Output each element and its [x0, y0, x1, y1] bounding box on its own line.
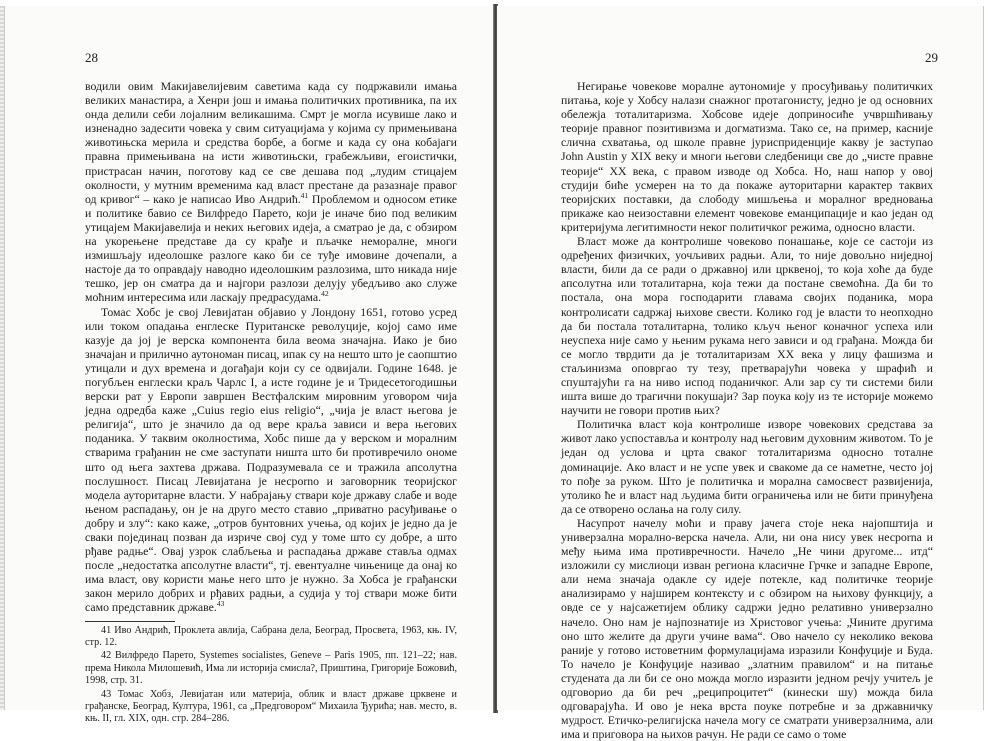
paragraph: Власт може да контролише човеково понашање, које се састоји из одређених физичких, уочљивих радњи. Али, то није довољно ниједној власти, били да се ради о државној или црквеној, то која хоће да буде апсолутна или тоталитарна, која тежи да постане свемоћна. Да би то постала, она мора господарити главама својих поданика, мора контролисати садржај њихове свести. Колико год је власти то неопходно да би постала тоталитарна, толико кључ њеног коначног успеха или неуспеха није само у њеним рукама него зависи и од грађана. Можда би се могло тврдити да је тоталитаризам XX века у лицу фашизма и стаљинизма оповргао ту тезу, претварајући човека у шрафић и спуштајући га на ниво испод поданичког. Али зар су ти системи били ишта више до трагични покушаји? Зар поука коју из те историје можемо научити не говори против њих?	[561, 234, 933, 418]
paragraph: Томас Хобс је свој Левијатан објавио у Лондону 1651, готово усред или током опадања енглеске Пуританске револуције, којој само име казује да јој је верска компонента била веома значајна. Иако је био значајан и прилично аутономан писац, ипак су на нешто што је саопштио утицали и дух времена и догађаји који су се одвијали. Године 1648. је погубљен енглески краљ Чарлс I, а исте године је и Тридесетогодишњи верски рат у Европи завршен Вестфалским мировним уговором чија једна одредба каже „Cuius regio eius religio“, „чија је власт његова је религија“, што је значило да од вере краља зависи и вера његових поданика. У таквим околностима, Хобс пише да у верском и моралним стварима грађанин не сме заступати ништа што би противречило ономе што од њега захтева држава. Подразумевала се и тражила апсолутна послушност. Писац Левијатана је несporno и заговорник теоријског модела ауторитарне власти. У набрајању ствари које државу слабе и воде њеном распадању, он је на друго место ставио „приватно расуђивање о добру и злу“: како каже, „отров бунтовних учења, од којих је једно да је сваки појединац позван да изриче свој суд у томе што су добре, а што рђаве радње“. Овај узрок слабљења и распадања државе стављa одмах после „недостатка апсолутне власти“, тј. евентуалне чињенице да онај ко има власт, ову користи мање него што је нужно. За Хобса је грађански закон мерило добрих и рђавих радњи, а судија у тој ствари може бити само представник државе.$^{43}$	[85, 304, 457, 615]
footnote-rule	[85, 621, 175, 622]
page-number: 29	[925, 50, 938, 65]
paragraph: Негирање човекове моралне аутономије у просуђивању политичких питања, које у Хобсу налази снажног протагонисту, једно је од основних обележја тоталитаризма. Хобсове идеје доприносиће учвршћивању теорије правног позитивизма и догматизма. Тако се, на пример, касније слична схватања, од школе правне јурисприденције какву је заступао John Austin у XIX веку и многи његови следбеници све до „чисте правне теорије“ XX века, с правом изводе од Хобса. Но, наш напор у овој студији биће усмерен на то да покаже ауторитарни карактер таквих теоријских поставки, да слободу мишљења и моралног вредновања прикаже као неизоставни елемент човекове еманципације и као један од критеријума легитимности неког политичког режима, односно власти.	[561, 79, 933, 234]
page-number: 28	[85, 50, 98, 65]
body-text	[85, 79, 457, 727]
footnote: 43 Томас Хобз, Левијатан или материја, облик и власт државе црквене и грађанске, Београд, Култура, 1961, са „Предговором“ Михаила Ђурића; нав. место, в. књ. II, гл. XIX, одн. стр. 284–286.	[85, 688, 457, 725]
left-page	[4, 6, 494, 725]
paragraph: водили овим Макијавелијевим саветима када су подржавили имања великих манастира, а Хенри још и имања политичких противника, па их онда делили себи лојалним великашима. Смрт је могла исувише лако и изненадно задесити човека у свим ситуацијама у којима су примењивана животињска мерила и средства борбе, а богме и када су она кобајаги правна примењивана на исти животињски, грабежљиви, егоистички, пристрасан начин, поготову кад се све дешава под „лудим стицајем околности, у мутним временима кад власт престане да разазнаје правог од кривог“ – како је написао Иво Андрић.$^{41}$ Проблемом и односом етике и политике бавио се Вилфредо Парето, који је иначе био под великим утицајем Макијавелија и неких његових идеја, а сматрао је да, с обзиром на укорењене представе да су крађе и пљачке неморалне, многи измишљају идеолошке разлоге како би се туђе имовине дочепали, а настоје да то оправдају наводно идеолошким разлозима, што никада није тешко, јер он сматра да и најгори разлози делују убедљиво ако служе моћним интересима или ласкају предрасудама.$^{42}$	[85, 79, 457, 305]
footnote: 41 Иво Андрић, Проклета авлија, Сабрана дела, Београд, Просвета, 1963, књ. IV, стр. 12.	[85, 624, 457, 648]
footnotes	[85, 625, 457, 726]
right-page	[497, 6, 984, 741]
paragraph: Насупрот начелу моћи и праву јачега стоје нека најопштија и универзална морално-верска начела. Али, ни она нису увек несporna и међу њима има противречности. Начело „Не чини другоме... итд“ изложили су мислиоци изван региона класичне Грчке и западне Европе, али нема значаја одакле су идеје потекле, кад политичке теорије анализирамо у најширем контексту и с обзиром на њихову функцију, а овде се у најсажетијем облику садржи једно релативно универзално начело. Оно нам је најпознатије из Христовог учења: „Чините другима оно што желите да други учине вама“. Ово начело су неколико векова раније у готово истоветним формулацијама изразили Конфуције и Буда. То начело је Конфуције називао „златним правилом“ и на питање студената да ли би се оно можда могло изразити једном речју учитељ је одговорио да би реч „реципроцитет“ (кинески шу) можда била одговарајућа. И ово је нека врста поуке потребне и за државничку мудрост. Етичко-религијска начела могу се сматрати универзалнима, али има и приговора на њихов рачун. Не ради се само о томе	[561, 515, 933, 741]
footnote: 42 Вилфредо Парето, Systemes socialistes, Geneve – Paris 1905, пп. 121–22; нав. према Никола Милошевић, Има ли историја смисла?, Приштина, Григорије Божовић, 1998, стр. 31.	[85, 650, 457, 687]
body-text	[561, 79, 933, 741]
paragraph: Политичка власт која контролише изворе човекових средстава за живот лако успоставља и контролу над његовим духовним животом. То је један од услова и црта сваког тоталитаризма односно тоталне доминације. Ако власт и не успе увек и свакоме да се наметне, често јој то пође за руком. Што је политичка и морална самосвест развијенија, утолико ће и власт над људима бити ограничења или не бити принуђена да се отворено ослања на голу силу.	[561, 417, 933, 516]
